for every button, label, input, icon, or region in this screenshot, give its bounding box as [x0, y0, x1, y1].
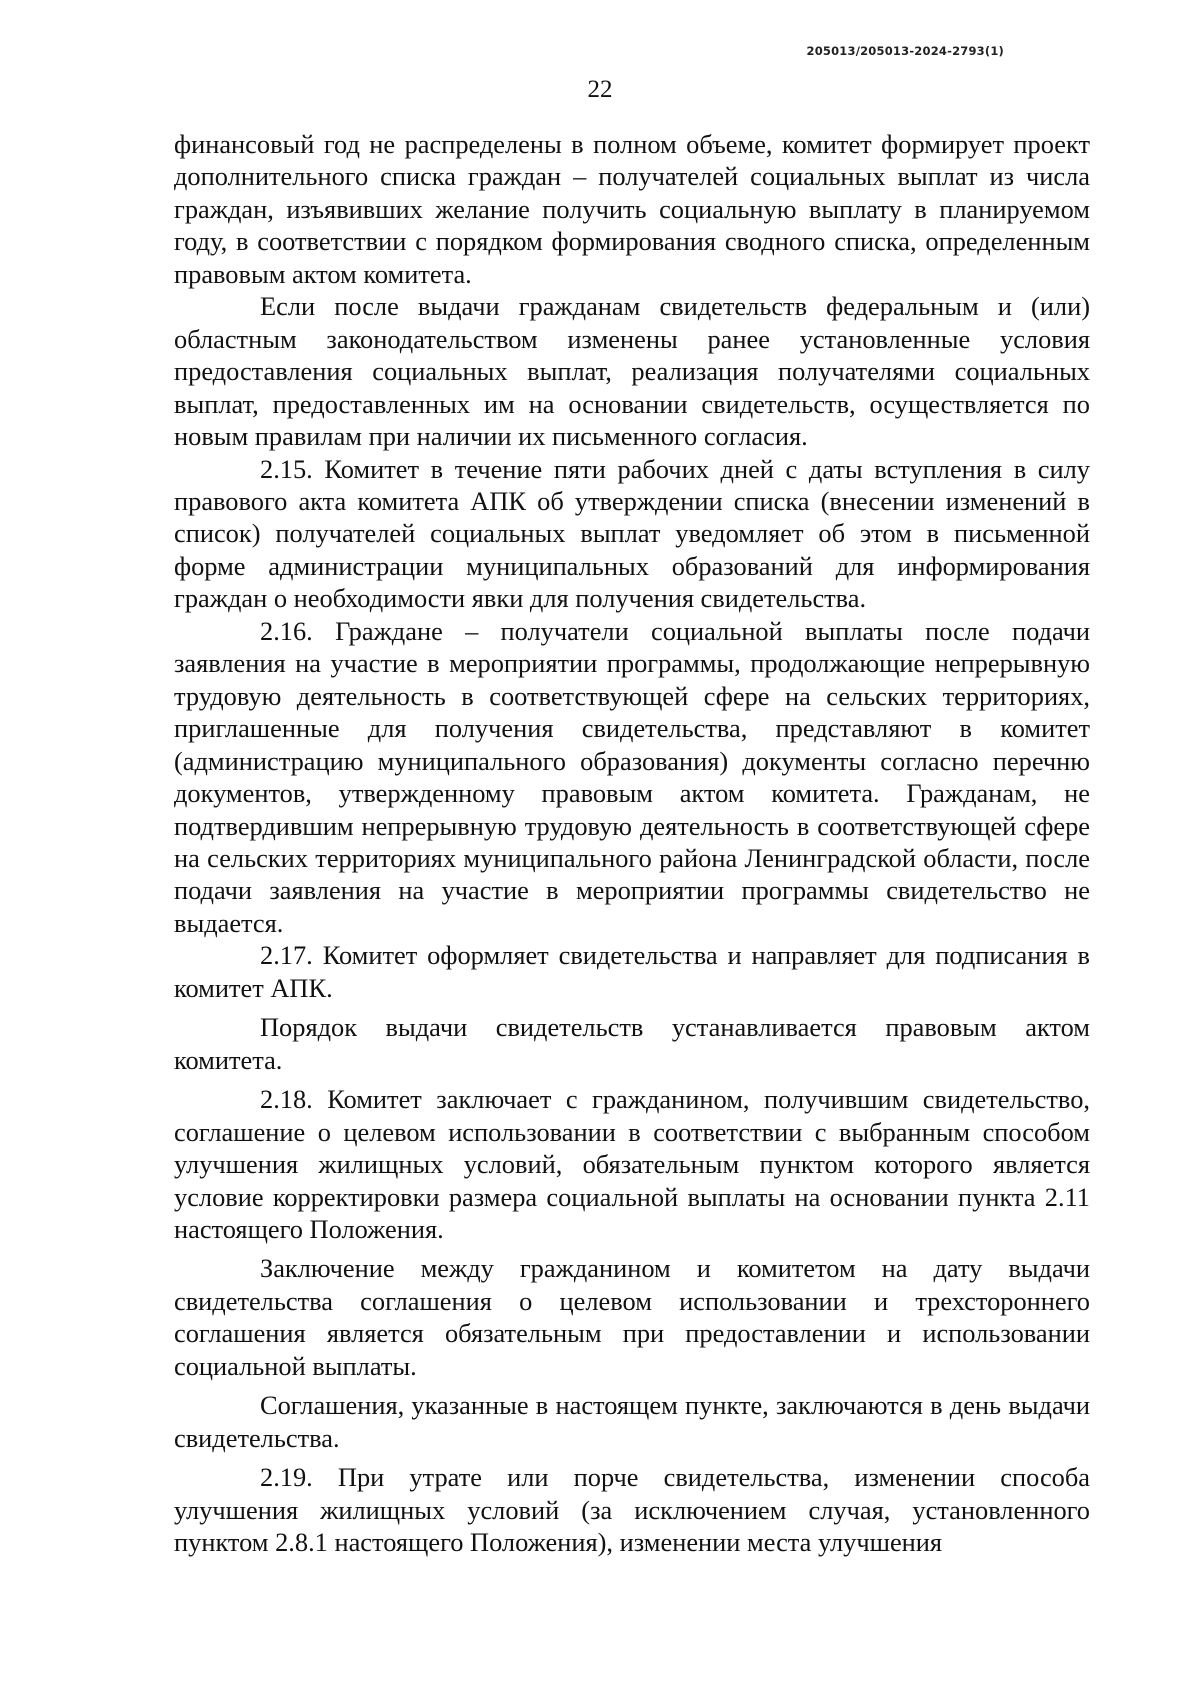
- paragraph-2-17: 2.17. Комитет оформляет свидетельства и направляет для подписания в комитет АПК.: [174, 940, 1090, 1003]
- paragraph-legislation-change: Если после выдачи гражданам свидетельств федеральным и (или) областным законодательством изменены ранее установленные условия предоставления социальных выплат, реализация получателями социальных выплат, предоставленных им на основании свидетельств, осуществляется по новым правилам при наличии их письменного согласия.: [174, 291, 1090, 452]
- paragraph-2-18: 2.18. Комитет заключает с гражданином, получившим свидетельство, соглашение о целевом использовании в соответствии с выбранным способом улучшения жилищных условий, обязательным пунктом которого является условие корректировки размера социальной выплаты на основании пункта 2.11 настоящего Положения.: [174, 1084, 1090, 1244]
- page-number: 22: [587, 76, 613, 103]
- paragraph-2-16: 2.16. Граждане – получатели социальной выплаты после подачи заявления на участие в мероприятии программы, продолжающие непрерывную трудовую деятельность в соответствующей сфере на сельских территориях, приглашенные для получения свидетельства, представляют в комитет (администрацию муниципального образования) документы согласно перечню документов, утвержденному правовым актом комитета. Гражданам, не подтвердившим непрерывную трудовую деятельность в соответствующей сфере на сельских территориях муниципального района Ленинградской области, после подачи заявления на участие в мероприятии программы свидетельство не выдается.: [174, 615, 1090, 938]
- document-body: [174, 128, 1090, 1558]
- paragraph-agreements-day: Соглашения, указанные в настоящем пункте, заключаются в день выдачи свидетельства.: [174, 1390, 1090, 1453]
- paragraph-2-19: 2.19. При утрате или порче свидетельства, изменении способа улучшения жилищных условий (за исключением случая, установленного пунктом 2.8.1 настоящего Положения), изменении места улучшения: [174, 1462, 1090, 1558]
- paragraph-2-15: 2.15. Комитет в течение пяти рабочих дней с даты вступления в силу правового акта комитета АПК об утверждении списка (внесении изменений в список) получателей социальных выплат уведомляет об этом в письменной форме администрации муниципальных образований для информирования граждан о необходимости явки для получения свидетельства.: [174, 453, 1090, 614]
- paragraph-issuance-procedure: Порядок выдачи свидетельств устанавливается правовым актом комитета.: [174, 1012, 1090, 1075]
- paragraph-continuation: финансовый год не распределены в полном объеме, комитет формирует проект дополнительного списка граждан – получателей социальных выплат из числа граждан, изъявивших желание получить социальную выплату в планируемом году, в соответствии с порядком формирования сводного списка, определенным правовым актом комитета.: [174, 129, 1090, 289]
- document-id: 205013/205013-2024-2793(1): [806, 44, 1004, 58]
- paragraph-agreement-conclusion: Заключение между гражданином и комитетом на дату выдачи свидетельства соглашения о целевом использовании и трехстороннего соглашения является обязательным при предоставлении и использовании социальной выплаты.: [174, 1253, 1090, 1381]
